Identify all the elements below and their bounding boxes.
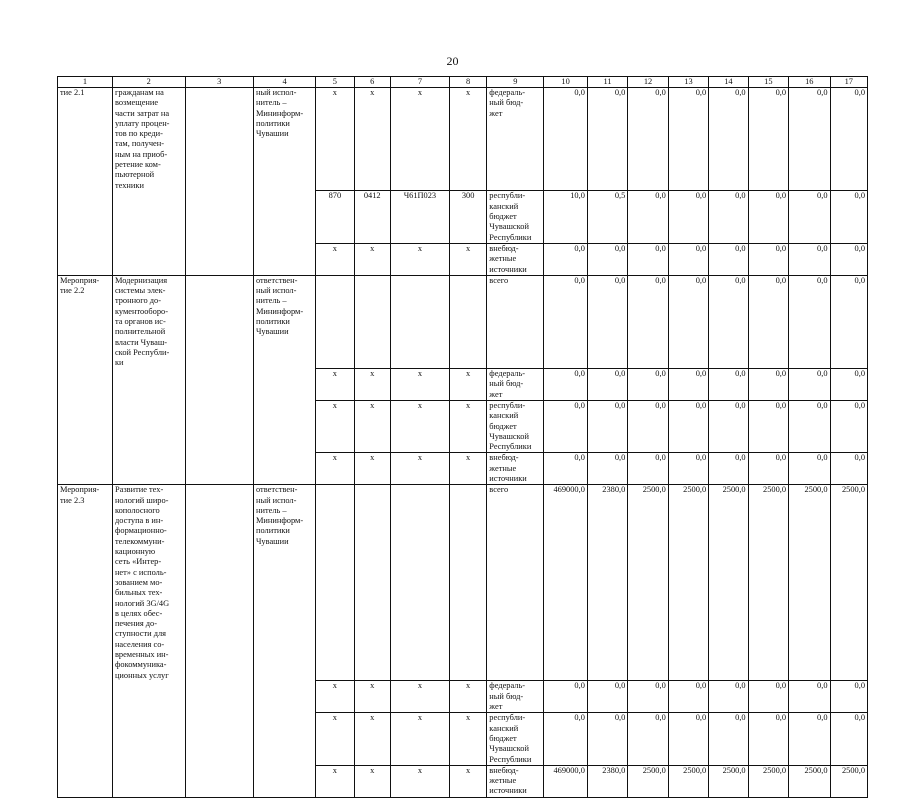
year-value-cell: 0,0 (668, 453, 708, 485)
funding-source-cell: внебюд- жетные источники (487, 453, 544, 485)
year-value-cell: 0,0 (709, 243, 748, 275)
table-row (58, 713, 868, 765)
section-code-cell: x (354, 369, 390, 401)
expense-type-cell: x (449, 765, 486, 797)
empty-cell (112, 453, 185, 485)
year-value-cell: 2500,0 (748, 765, 788, 797)
target-article-cell: x (390, 453, 449, 485)
year-value-cell: 0,0 (709, 369, 748, 401)
table-row (58, 453, 868, 485)
expense-type-cell: x (449, 681, 486, 713)
executor-cell: ответствен- ный испол- нитель – Мининформ- политики Чувашии (253, 275, 315, 368)
event-name-cell: Развитие тех- нологий широ- кополосного доступа в ин- формационно- телекоммуни- кационную сеть «Интер- нет» с исполь- зованием мо- бильных тех- нологий 3G/4G в целях обес- печения до- ступности для населения со- временных ин- фокоммуника- ционных услуг (112, 485, 185, 681)
section-code-cell: x (354, 681, 390, 713)
year-value-cell: 0,0 (748, 713, 788, 765)
year-value-cell: 0,0 (748, 88, 788, 191)
expense-type-cell: x (449, 400, 486, 452)
year-value-cell: 0,0 (587, 453, 627, 485)
grbs-code-cell (316, 275, 354, 368)
year-value-cell: 0,0 (789, 88, 830, 191)
year-value-cell: 0,0 (628, 400, 668, 452)
year-value-cell: 0,0 (789, 275, 830, 368)
empty-cell (112, 369, 185, 401)
year-value-cell: 0,0 (709, 275, 748, 368)
year-value-cell: 2500,0 (830, 765, 867, 797)
year-value-cell: 2500,0 (789, 765, 830, 797)
column-header-5: 5 (316, 77, 354, 88)
column-header-15: 15 (748, 77, 788, 88)
table-body (58, 77, 868, 798)
grbs-code-cell: x (316, 681, 354, 713)
year-value-cell: 0,0 (587, 681, 627, 713)
column-header-3: 3 (185, 77, 253, 88)
year-value-cell: 0,0 (748, 243, 788, 275)
grbs-code-cell (316, 485, 354, 681)
year-value-cell: 0,0 (830, 275, 867, 368)
year-value-cell: 0,0 (587, 243, 627, 275)
grbs-code-cell: x (316, 765, 354, 797)
target-article-cell: x (390, 243, 449, 275)
empty-cell (253, 243, 315, 275)
empty-cell (185, 713, 253, 765)
year-value-cell: 0,0 (830, 243, 867, 275)
table-row (58, 88, 868, 191)
empty-cell (253, 400, 315, 452)
column-header-6: 6 (354, 77, 390, 88)
year-value-cell: 0,0 (544, 369, 588, 401)
target-article-cell: x (390, 369, 449, 401)
table-row (58, 485, 868, 681)
year-value-cell: 0,0 (668, 681, 708, 713)
funding-source-cell: федераль- ный бюд- жет (487, 681, 544, 713)
empty-cell (185, 191, 253, 243)
year-value-cell: 0,0 (709, 681, 748, 713)
column-header-4: 4 (253, 77, 315, 88)
empty-cell (185, 681, 253, 713)
empty-cell (58, 400, 113, 452)
empty-cell (58, 243, 113, 275)
year-value-cell: 0,0 (789, 243, 830, 275)
grbs-code-cell: x (316, 400, 354, 452)
expense-type-cell: x (449, 369, 486, 401)
year-value-cell: 0,0 (830, 88, 867, 191)
funding-source-cell: федераль- ный бюд- жет (487, 369, 544, 401)
year-value-cell: 469000,0 (544, 485, 588, 681)
empty-cell (112, 243, 185, 275)
year-value-cell: 0,0 (628, 681, 668, 713)
section-code-cell: x (354, 400, 390, 452)
funding-source-cell: республи- канский бюджет Чувашской Республики (487, 400, 544, 452)
year-value-cell: 0,0 (830, 400, 867, 452)
year-value-cell: 0,0 (544, 275, 588, 368)
year-value-cell: 0,0 (587, 400, 627, 452)
column-header-2: 2 (112, 77, 185, 88)
year-value-cell: 0,0 (628, 369, 668, 401)
year-value-cell: 0,0 (830, 453, 867, 485)
year-value-cell: 2500,0 (628, 765, 668, 797)
empty-cell (253, 681, 315, 713)
year-value-cell: 0,0 (789, 453, 830, 485)
year-value-cell: 0,0 (668, 88, 708, 191)
year-value-cell: 0,0 (668, 400, 708, 452)
empty-cell (185, 243, 253, 275)
column-header-16: 16 (789, 77, 830, 88)
expense-type-cell (449, 275, 486, 368)
funding-source-cell: внебюд- жетные источники (487, 765, 544, 797)
year-value-cell: 0,0 (830, 191, 867, 243)
year-value-cell: 0,0 (587, 369, 627, 401)
year-value-cell: 0,0 (587, 88, 627, 191)
year-value-cell: 0,0 (544, 88, 588, 191)
table-row (58, 400, 868, 452)
year-value-cell: 0,0 (748, 191, 788, 243)
event-number-cell: Мероприя- тие 2.3 (58, 485, 113, 681)
year-value-cell: 2380,0 (587, 485, 627, 681)
year-value-cell: 0,0 (668, 369, 708, 401)
section-code-cell: x (354, 243, 390, 275)
year-value-cell: 469000,0 (544, 765, 588, 797)
year-value-cell: 0,0 (789, 400, 830, 452)
event-name-cell: гражданам на возмещение части затрат на уплату процен- тов по креди- там, получен- ным на приоб- ретение ком- пьютерной техники (112, 88, 185, 191)
program-status-cell (185, 275, 253, 368)
year-value-cell: 0,0 (748, 275, 788, 368)
empty-cell (185, 765, 253, 797)
event-number-cell: Мероприя- тие 2.2 (58, 275, 113, 368)
empty-cell (253, 369, 315, 401)
empty-cell (112, 681, 185, 713)
target-article-cell: Ч61П023 (390, 191, 449, 243)
funding-source-cell: всего (487, 275, 544, 368)
expense-type-cell: x (449, 243, 486, 275)
year-value-cell: 2500,0 (668, 485, 708, 681)
empty-cell (185, 369, 253, 401)
column-header-12: 12 (628, 77, 668, 88)
section-code-cell: x (354, 88, 390, 191)
target-article-cell: x (390, 88, 449, 191)
year-value-cell: 0,0 (709, 400, 748, 452)
year-value-cell: 0,5 (587, 191, 627, 243)
year-value-cell: 0,0 (628, 88, 668, 191)
year-value-cell: 2500,0 (830, 485, 867, 681)
table-row (58, 243, 868, 275)
empty-cell (58, 191, 113, 243)
year-value-cell: 2500,0 (709, 765, 748, 797)
page-number: 20 (446, 54, 459, 68)
empty-cell (112, 191, 185, 243)
year-value-cell: 0,0 (830, 369, 867, 401)
executor-cell: ответствен- ный испол- нитель – Мининформ- политики Чувашии (253, 485, 315, 681)
year-value-cell: 0,0 (830, 713, 867, 765)
table-row (58, 765, 868, 797)
year-value-cell: 2500,0 (789, 485, 830, 681)
header-row (58, 77, 868, 88)
target-article-cell: x (390, 681, 449, 713)
empty-cell (253, 191, 315, 243)
empty-cell (185, 400, 253, 452)
empty-cell (185, 453, 253, 485)
year-value-cell: 0,0 (830, 681, 867, 713)
empty-cell (58, 713, 113, 765)
table-row (58, 191, 868, 243)
grbs-code-cell: x (316, 453, 354, 485)
year-value-cell: 0,0 (628, 191, 668, 243)
grbs-code-cell: x (316, 88, 354, 191)
column-header-7: 7 (390, 77, 449, 88)
program-status-cell (185, 88, 253, 191)
year-value-cell: 0,0 (748, 400, 788, 452)
year-value-cell: 0,0 (587, 713, 627, 765)
year-value-cell: 2500,0 (668, 765, 708, 797)
target-article-cell (390, 275, 449, 368)
expense-type-cell (449, 485, 486, 681)
year-value-cell: 10,0 (544, 191, 588, 243)
event-number-cell: тие 2.1 (58, 88, 113, 191)
section-code-cell: x (354, 713, 390, 765)
year-value-cell: 0,0 (544, 400, 588, 452)
grbs-code-cell: 870 (316, 191, 354, 243)
expense-type-cell: x (449, 713, 486, 765)
expense-type-cell: x (449, 453, 486, 485)
table-row (58, 275, 868, 368)
column-header-17: 17 (830, 77, 867, 88)
empty-cell (253, 713, 315, 765)
year-value-cell: 0,0 (544, 243, 588, 275)
year-value-cell: 0,0 (544, 681, 588, 713)
funding-source-cell: федераль- ный бюд- жет (487, 88, 544, 191)
year-value-cell: 2500,0 (628, 485, 668, 681)
table-row (58, 369, 868, 401)
grbs-code-cell: x (316, 369, 354, 401)
year-value-cell: 0,0 (748, 369, 788, 401)
year-value-cell: 0,0 (748, 681, 788, 713)
expense-type-cell: 300 (449, 191, 486, 243)
empty-cell (112, 713, 185, 765)
target-article-cell (390, 485, 449, 681)
year-value-cell: 0,0 (709, 453, 748, 485)
year-value-cell: 0,0 (709, 191, 748, 243)
funding-source-cell: всего (487, 485, 544, 681)
section-code-cell (354, 485, 390, 681)
year-value-cell: 2500,0 (748, 485, 788, 681)
year-value-cell: 0,0 (709, 713, 748, 765)
table-row (58, 681, 868, 713)
empty-cell (58, 369, 113, 401)
year-value-cell: 0,0 (789, 191, 830, 243)
section-code-cell: x (354, 765, 390, 797)
column-header-10: 10 (544, 77, 588, 88)
funding-source-cell: внебюд- жетные источники (487, 243, 544, 275)
year-value-cell: 2380,0 (587, 765, 627, 797)
year-value-cell: 0,0 (668, 275, 708, 368)
year-value-cell: 0,0 (587, 275, 627, 368)
empty-cell (253, 765, 315, 797)
year-value-cell: 0,0 (789, 713, 830, 765)
target-article-cell: x (390, 400, 449, 452)
empty-cell (58, 765, 113, 797)
section-code-cell: x (354, 453, 390, 485)
year-value-cell: 2500,0 (709, 485, 748, 681)
year-value-cell: 0,0 (748, 453, 788, 485)
year-value-cell: 0,0 (544, 453, 588, 485)
program-table (57, 76, 868, 798)
expense-type-cell: x (449, 88, 486, 191)
funding-source-cell: республи- канский бюджет Чувашской Республики (487, 191, 544, 243)
year-value-cell: 0,0 (668, 243, 708, 275)
column-header-1: 1 (58, 77, 113, 88)
funding-source-cell: республи- канский бюджет Чувашской Республики (487, 713, 544, 765)
empty-cell (58, 453, 113, 485)
year-value-cell: 0,0 (709, 88, 748, 191)
column-header-14: 14 (709, 77, 748, 88)
column-header-11: 11 (587, 77, 627, 88)
year-value-cell: 0,0 (544, 713, 588, 765)
grbs-code-cell: x (316, 243, 354, 275)
column-header-9: 9 (487, 77, 544, 88)
column-header-8: 8 (449, 77, 486, 88)
empty-cell (112, 400, 185, 452)
executor-cell: ный испол- нитель – Мининформ- политики Чувашии (253, 88, 315, 191)
target-article-cell: x (390, 713, 449, 765)
year-value-cell: 0,0 (628, 275, 668, 368)
program-status-cell (185, 485, 253, 681)
year-value-cell: 0,0 (789, 681, 830, 713)
year-value-cell: 0,0 (668, 191, 708, 243)
column-header-13: 13 (668, 77, 708, 88)
empty-cell (112, 765, 185, 797)
year-value-cell: 0,0 (628, 713, 668, 765)
section-code-cell (354, 275, 390, 368)
event-name-cell: Модернизация системы элек- тронного до- кументооборо- та органов ис- полнительной власти Чуваш- ской Республи- ки (112, 275, 185, 368)
section-code-cell: 0412 (354, 191, 390, 243)
empty-cell (58, 681, 113, 713)
empty-cell (253, 453, 315, 485)
year-value-cell: 0,0 (628, 243, 668, 275)
year-value-cell: 0,0 (668, 713, 708, 765)
grbs-code-cell: x (316, 713, 354, 765)
target-article-cell: x (390, 765, 449, 797)
year-value-cell: 0,0 (789, 369, 830, 401)
year-value-cell: 0,0 (628, 453, 668, 485)
